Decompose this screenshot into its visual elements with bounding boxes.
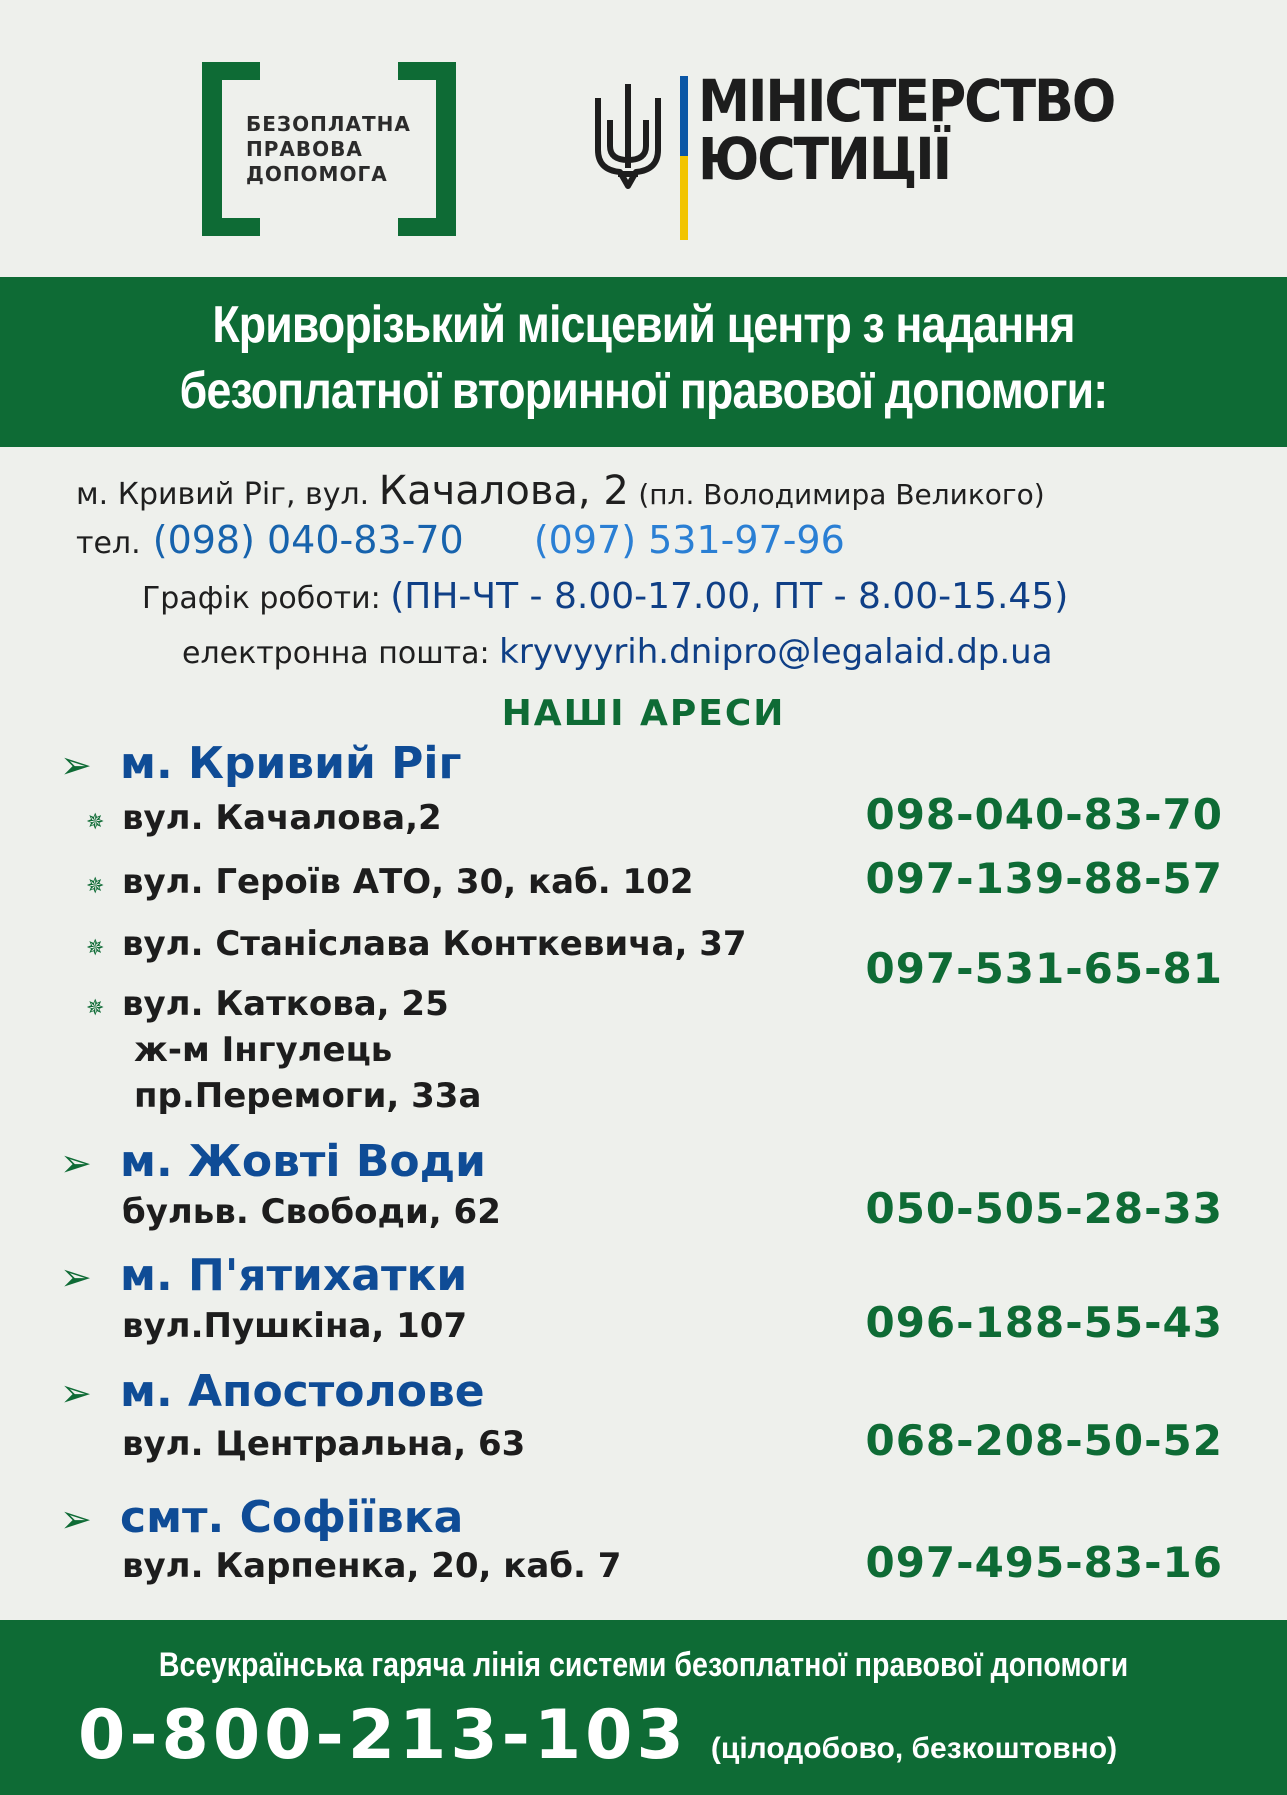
- arrow-icon: ➢: [60, 1255, 92, 1299]
- street-heroiv-ato: вул. Героїв АТО, 30, каб. 102: [122, 862, 694, 902]
- city-zhovti-vody: [60, 1136, 486, 1187]
- city-name: м. Апостолове: [120, 1366, 485, 1417]
- street-tsentralna: вул. Центральна, 63: [122, 1424, 526, 1464]
- street-svobody: бульв. Свободи, 62: [122, 1192, 501, 1232]
- city-kryvyi-rih: [60, 738, 461, 789]
- logo-line-2: ПРАВОВА: [246, 137, 363, 161]
- street-katkova: вул. Каткова, 25: [122, 984, 449, 1024]
- hotline-number[interactable]: 0-800-213-103: [78, 1696, 688, 1775]
- logo-line-3: ДОПОМОГА: [246, 162, 388, 186]
- street-kachalova: вул. Качалова,2: [122, 798, 442, 838]
- email-line: [182, 632, 1053, 672]
- free-legal-aid-logo: [202, 62, 456, 236]
- trident-icon: [592, 80, 664, 192]
- title-banner: [0, 277, 1287, 447]
- hotline-note: (цілодобово, безкоштовно): [710, 1732, 1118, 1765]
- phone-zhovti-vody[interactable]: 050-505-28-33: [865, 1184, 1223, 1233]
- hotline-label: Всеукраїнська гаряча лінія системи безоплатної правової допомоги: [158, 1646, 1129, 1684]
- tel-1[interactable]: (098) 040-83-70: [152, 518, 464, 562]
- ministry-title-line-2: ЮСТИЦІЇ: [698, 125, 951, 193]
- hours-value: (ПН-ЧТ - 8.00-17.00, ПТ - 8.00-15.45): [390, 576, 1069, 617]
- main-address: [76, 468, 1045, 514]
- star-bullet-icon: ✵: [86, 810, 105, 835]
- district-inhulets: ж-м Інгулець: [134, 1030, 393, 1070]
- street-kontkevycha: вул. Станіслава Конткевича, 37: [122, 924, 747, 964]
- star-bullet-icon: ✵: [86, 874, 105, 899]
- phone-heroiv-ato[interactable]: 097-139-88-57: [865, 854, 1223, 903]
- street-pushkina: вул.Пушкіна, 107: [122, 1306, 468, 1346]
- address-note: (пл. Володимира Великого): [638, 478, 1045, 511]
- logo-line-1: БЕЗОПЛАТНА: [246, 112, 411, 136]
- star-bullet-icon: ✵: [86, 936, 105, 961]
- phone-kontkevycha[interactable]: 097-531-65-81: [865, 944, 1223, 993]
- phone-sofiivka[interactable]: 097-495-83-16: [865, 1538, 1223, 1587]
- phone-kachalova[interactable]: 098-040-83-70: [865, 790, 1223, 839]
- logo-text: [246, 112, 411, 187]
- email-label: електронна пошта:: [182, 636, 490, 671]
- hours-label: Графік роботи:: [142, 581, 381, 616]
- city-piatykhatky: [60, 1250, 467, 1301]
- email-link[interactable]: kryvyyrih.dnipro@legalaid.dp.ua: [499, 632, 1053, 672]
- banner-title-line-2: безоплатної вторинної правової допомоги:: [179, 362, 1108, 420]
- working-hours: [142, 576, 1068, 617]
- street-karpenka: вул. Карпенка, 20, каб. 7: [122, 1546, 622, 1586]
- city-name: м. Жовті Води: [120, 1136, 486, 1187]
- arrow-icon: ➢: [60, 743, 92, 787]
- arrow-icon: ➢: [60, 1497, 92, 1541]
- ministry-title-line-1: МІНІСТЕРСТВО: [698, 67, 1115, 135]
- city-name: смт. Софіївка: [120, 1492, 464, 1543]
- tel-2[interactable]: (097) 531-97-96: [533, 518, 845, 562]
- address-prefix: м. Кривий Ріг, вул.: [76, 477, 370, 512]
- hotline-row: [78, 1696, 1117, 1775]
- our-addresses-heading: НАШІ АРЕСИ: [501, 693, 786, 734]
- banner-title-line-1: Криворізький місцевий центр з надання: [212, 296, 1075, 354]
- arrow-icon: ➢: [60, 1371, 92, 1415]
- city-sofiivka: [60, 1492, 463, 1543]
- phones-line: [76, 518, 845, 562]
- city-apostolove: [60, 1366, 485, 1417]
- phone-piatykhatky[interactable]: 096-188-55-43: [865, 1298, 1223, 1347]
- tel-label: тел.: [76, 526, 141, 561]
- city-name: м. Кривий Ріг: [120, 738, 462, 789]
- phone-apostolove[interactable]: 068-208-50-52: [865, 1416, 1223, 1465]
- address-main: Качалова, 2: [378, 468, 629, 514]
- city-name: м. П'ятихатки: [120, 1250, 468, 1301]
- street-peremohy: пр.Перемоги, 33а: [134, 1076, 482, 1116]
- arrow-icon: ➢: [60, 1141, 92, 1185]
- star-bullet-icon: ✵: [86, 996, 105, 1021]
- hotline-footer: [0, 1620, 1287, 1795]
- flag-bar-yellow: [680, 156, 688, 240]
- flag-bar-blue: [680, 76, 688, 156]
